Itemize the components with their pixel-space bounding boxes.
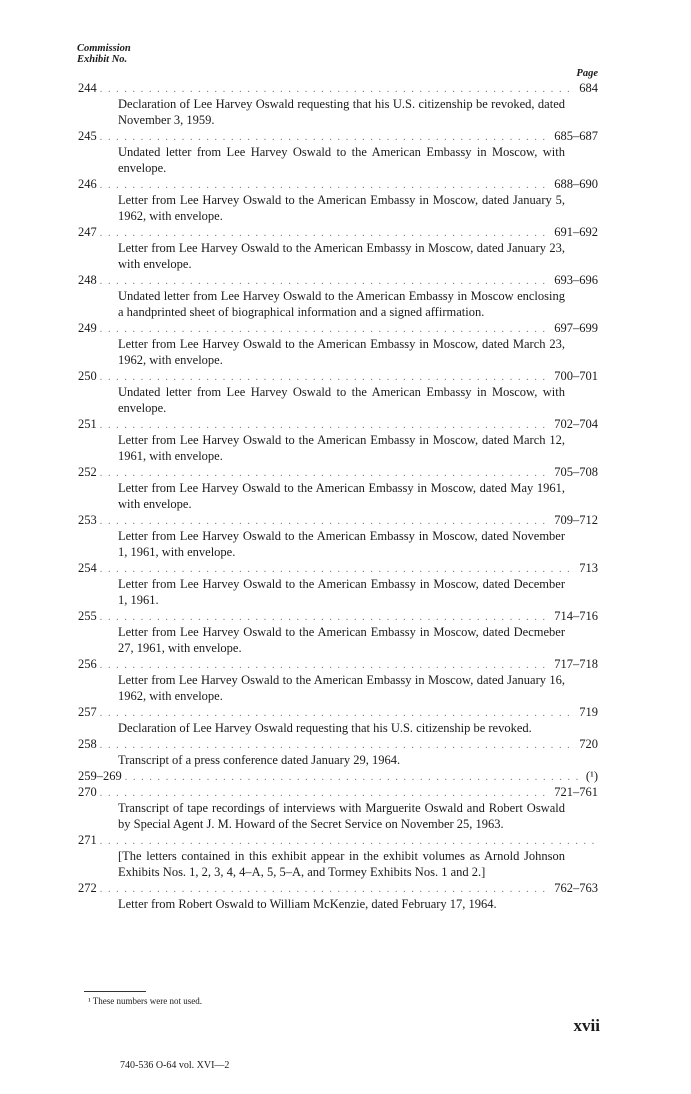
header-commission: Commission <box>77 43 131 54</box>
footnote: ¹ These numbers were not used. <box>88 996 203 1006</box>
exhibit-number: 272 <box>78 881 97 895</box>
exhibit-entry <box>78 736 598 768</box>
exhibit-number-line <box>78 512 598 528</box>
exhibit-description: Letter from Lee Harvey Oswald to the American Embassy in Moscow, dated Decmeber 27, 1961, with envelope. <box>118 625 565 655</box>
exhibit-number-line <box>78 784 598 800</box>
page-reference: 700–701 <box>554 369 598 383</box>
exhibit-entry <box>78 512 598 560</box>
exhibit-entry <box>78 704 598 736</box>
exhibit-number: 247 <box>78 225 97 239</box>
exhibit-entry <box>78 608 598 656</box>
exhibit-number: 253 <box>78 513 97 527</box>
exhibit-number: 258 <box>78 737 97 751</box>
exhibit-list <box>78 80 598 912</box>
page-reference: 702–704 <box>554 417 598 431</box>
exhibit-entry <box>78 368 598 416</box>
page-reference: 721–761 <box>554 785 598 799</box>
exhibit-number: 270 <box>78 785 97 799</box>
page-reference: 688–690 <box>554 177 598 191</box>
exhibit-number: 249 <box>78 321 97 335</box>
page-reference: (¹) <box>585 769 598 783</box>
exhibit-entry <box>78 832 598 880</box>
exhibit-number: 254 <box>78 561 97 575</box>
page-number: xvii <box>573 1016 600 1035</box>
page-reference: 684 <box>579 81 598 95</box>
exhibit-description: Letter from Lee Harvey Oswald to the American Embassy in Moscow, dated November 1, 1961, with envelope. <box>118 529 565 559</box>
page-reference: 685–687 <box>554 129 598 143</box>
exhibit-number-line <box>78 416 598 432</box>
exhibit-description: Letter from Lee Harvey Oswald to the American Embassy in Moscow, dated March 12, 1961, with envelope. <box>118 433 565 463</box>
page-reference: 720 <box>579 737 598 751</box>
exhibit-number-line <box>78 80 598 96</box>
page-reference: 697–699 <box>554 321 598 335</box>
exhibit-number: 255 <box>78 609 97 623</box>
exhibit-number-line <box>78 368 598 384</box>
exhibit-entry <box>78 320 598 368</box>
exhibit-entry <box>78 80 598 128</box>
exhibit-number-line <box>78 656 598 672</box>
page-reference: 717–718 <box>554 657 598 671</box>
exhibit-description: Letter from Robert Oswald to William McKenzie, dated February 17, 1964. <box>118 897 497 911</box>
exhibit-number-line <box>78 224 598 240</box>
page-reference: 693–696 <box>554 273 598 287</box>
exhibit-description: Declaration of Lee Harvey Oswald requesting that his U.S. citizenship be revoked. <box>118 721 532 735</box>
page-reference: 762–763 <box>554 881 598 895</box>
exhibit-entry <box>78 880 598 912</box>
exhibit-number: 250 <box>78 369 97 383</box>
exhibit-description: Undated letter from Lee Harvey Oswald to the American Embassy in Moscow enclosing a handprinted sheet of biographical information and a signed affirmation. <box>118 289 565 319</box>
exhibit-description: Undated letter from Lee Harvey Oswald to the American Embassy in Moscow, with envelope. <box>118 145 565 175</box>
exhibit-entry <box>78 560 598 608</box>
exhibit-number: 244 <box>78 81 97 95</box>
exhibit-number: 248 <box>78 273 97 287</box>
exhibit-number-line <box>78 768 598 784</box>
exhibit-number-line <box>78 880 598 896</box>
page-reference: 713 <box>579 561 598 575</box>
exhibit-number-line <box>78 176 598 192</box>
exhibit-description: [The letters contained in this exhibit appear in the exhibit volumes as Arnold Johnson Exhibits Nos. 1, 2, 3, 4, 4–A, 5, 5–A, and Tormey Exhibits Nos. 1 and 2.] <box>118 849 565 879</box>
exhibit-description: Letter from Lee Harvey Oswald to the American Embassy in Moscow, dated December 1, 1961. <box>118 577 565 607</box>
exhibit-entry <box>78 656 598 704</box>
exhibit-number: 257 <box>78 705 97 719</box>
exhibit-number-line <box>78 704 598 720</box>
exhibit-description: Letter from Lee Harvey Oswald to the American Embassy in Moscow, dated May 1961, with envelope. <box>118 481 565 511</box>
exhibit-entry <box>78 272 598 320</box>
exhibit-entry <box>78 176 598 224</box>
exhibit-number-line <box>78 464 598 480</box>
page-reference: 709–712 <box>554 513 598 527</box>
exhibit-description: Letter from Lee Harvey Oswald to the American Embassy in Moscow, dated March 23, 1962, with envelope. <box>118 337 565 367</box>
column-header-exhibit <box>77 43 131 65</box>
exhibit-entry <box>78 768 598 784</box>
exhibit-entry <box>78 464 598 512</box>
exhibit-number-line <box>78 832 598 848</box>
page-reference: 714–716 <box>554 609 598 623</box>
page-reference: 705–708 <box>554 465 598 479</box>
exhibit-number: 271 <box>78 833 97 847</box>
exhibit-number: 245 <box>78 129 97 143</box>
exhibit-number: 251 <box>78 417 97 431</box>
page-reference: 719 <box>579 705 598 719</box>
exhibit-number-line <box>78 320 598 336</box>
page-reference: 691–692 <box>554 225 598 239</box>
exhibit-description: Declaration of Lee Harvey Oswald requesting that his U.S. citizenship be revoked, dated November 3, 1959. <box>118 97 565 127</box>
exhibit-description: Letter from Lee Harvey Oswald to the American Embassy in Moscow, dated January 5, 1962, with envelope. <box>118 193 565 223</box>
exhibit-description: Transcript of tape recordings of interviews with Marguerite Oswald and Robert Oswald by Special Agent J. M. Howard of the Secret Service on November 25, 1963. <box>118 801 565 831</box>
column-header-page: Page <box>576 68 598 79</box>
exhibit-number-line <box>78 272 598 288</box>
exhibit-number: 252 <box>78 465 97 479</box>
exhibit-number: 256 <box>78 657 97 671</box>
exhibit-description: Letter from Lee Harvey Oswald to the American Embassy in Moscow, dated January 23, with envelope. <box>118 241 565 271</box>
header-exhibit-no: Exhibit No. <box>77 54 128 65</box>
exhibit-entry <box>78 128 598 176</box>
exhibit-entry <box>78 416 598 464</box>
exhibit-number-line <box>78 736 598 752</box>
exhibit-description: Undated letter from Lee Harvey Oswald to the American Embassy in Moscow, with envelope. <box>118 385 565 415</box>
dot-leader <box>125 770 583 786</box>
exhibit-number-line <box>78 560 598 576</box>
exhibit-entry <box>78 224 598 272</box>
print-code: 740-536 O-64 vol. XVI—2 <box>120 1060 230 1071</box>
exhibit-description: Letter from Lee Harvey Oswald to the American Embassy in Moscow, dated January 16, 1962, with envelope. <box>118 673 565 703</box>
exhibit-number-line <box>78 608 598 624</box>
exhibit-number-line <box>78 128 598 144</box>
exhibit-number: 259–269 <box>78 769 122 783</box>
exhibit-number: 246 <box>78 177 97 191</box>
footnote-rule <box>84 991 146 992</box>
exhibit-entry <box>78 784 598 832</box>
exhibit-description: Transcript of a press conference dated January 29, 1964. <box>118 753 401 767</box>
